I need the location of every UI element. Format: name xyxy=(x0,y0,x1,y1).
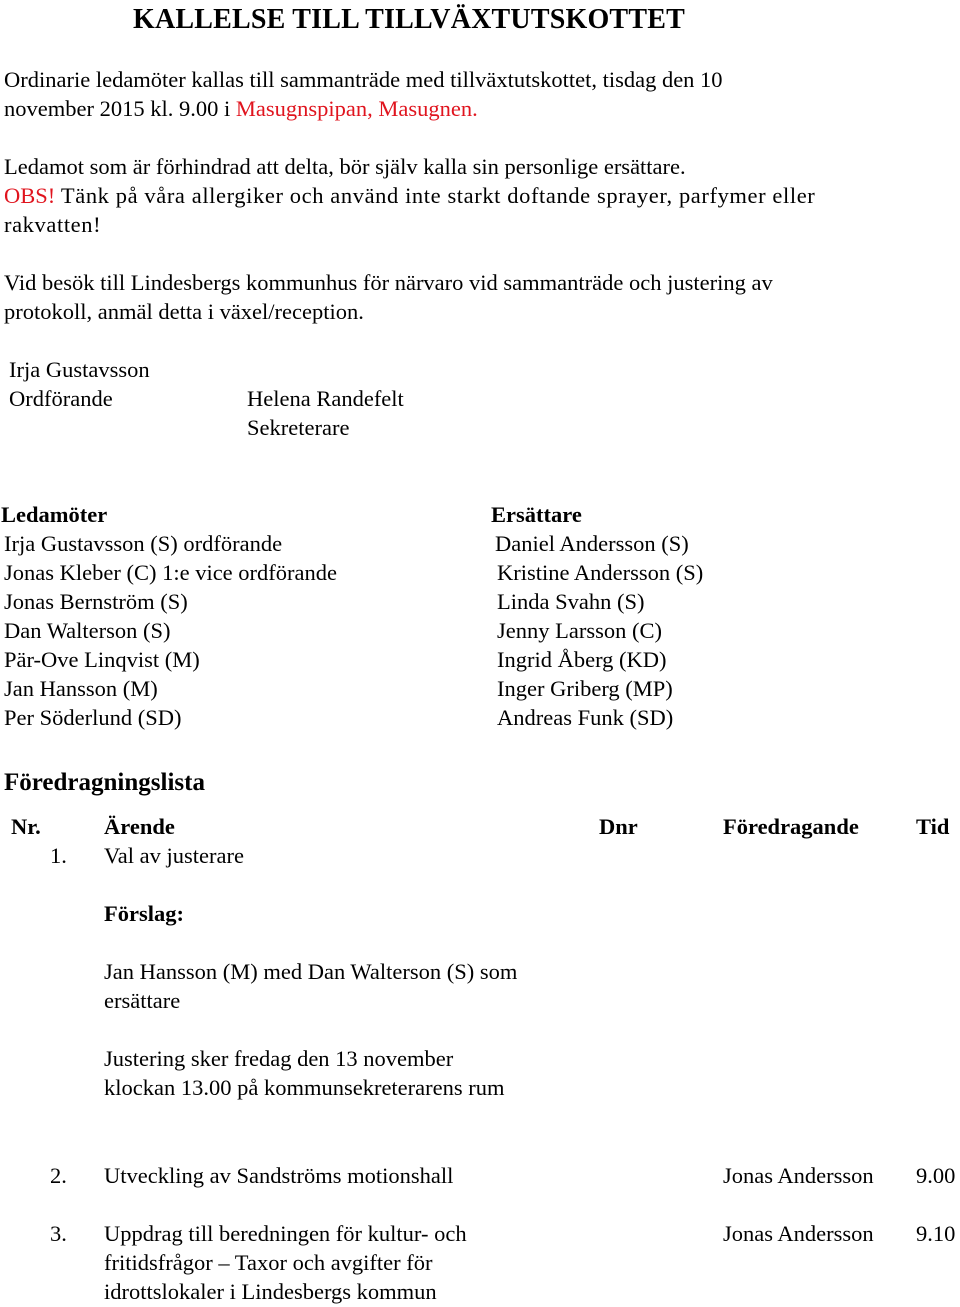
chair-role: Ordförande xyxy=(9,386,113,411)
members-header: Ledamöter xyxy=(1,502,108,527)
notice-line-2 xyxy=(4,181,815,210)
secretary-name: Helena Randefelt xyxy=(247,386,404,411)
intro-line-2 xyxy=(4,94,478,123)
member-item: Per Söderlund (SD) xyxy=(4,705,182,730)
intro-date: november 2015 kl. 9.00 i xyxy=(4,96,236,121)
proposal-line-2: ersättare xyxy=(104,988,181,1013)
allergy-notice: Tänk på våra allergiker och använd inte starkt doftande sprayer, parfymer eller xyxy=(60,183,816,208)
visit-line-2: protokoll, anmäl detta i växel/reception. xyxy=(4,299,364,324)
substitute-item: Kristine Andersson (S) xyxy=(497,560,704,585)
substitute-item: Linda Svahn (S) xyxy=(497,589,645,614)
agenda-item-2-title: Utveckling av Sandströms motionshall xyxy=(104,1163,454,1188)
agenda-item-3-title-line-2: fritidsfrågor – Taxor och avgifter för xyxy=(104,1250,433,1275)
column-dnr: Dnr xyxy=(599,814,638,839)
column-time: Tid xyxy=(916,814,950,839)
agenda-item-3-title-line-1: Uppdrag till beredningen för kultur- och xyxy=(104,1221,467,1246)
secretary-role: Sekreterare xyxy=(247,415,350,440)
member-item: Irja Gustavsson (S) ordförande xyxy=(4,531,283,556)
agenda-heading: Föredragningslista xyxy=(4,769,205,796)
adjustment-line-1: Justering sker fredag den 13 november xyxy=(104,1046,454,1071)
proposal-line-1: Jan Hansson (M) med Dan Walterson (S) som xyxy=(104,959,518,984)
member-item: Pär-Ove Linqvist (M) xyxy=(4,647,200,672)
agenda-item-2-nr: 2. xyxy=(50,1163,67,1188)
substitute-item: Jenny Larsson (C) xyxy=(497,618,662,643)
substitute-item: Andreas Funk (SD) xyxy=(497,705,674,730)
column-nr: Nr. xyxy=(11,814,41,839)
member-item: Jan Hansson (M) xyxy=(4,676,158,701)
visit-line-1: Vid besök till Lindesbergs kommunhus för närvaro vid sammanträde och justering av xyxy=(4,270,773,295)
agenda-item-2-presenter: Jonas Andersson xyxy=(723,1163,874,1188)
chair-name: Irja Gustavsson xyxy=(9,357,150,382)
proposal-label: Förslag: xyxy=(104,901,184,926)
meeting-location: Masugnspipan, Masugnen. xyxy=(235,96,478,121)
substitutes-header: Ersättare xyxy=(491,502,582,527)
member-item: Dan Walterson (S) xyxy=(4,618,171,643)
column-presenter: Föredragande xyxy=(723,814,859,839)
notice-line-1: Ledamot som är förhindrad att delta, bör själv kalla sin personlige ersättare. xyxy=(4,154,686,179)
adjustment-line-2: klockan 13.00 på kommunsekreterarens rum xyxy=(104,1075,505,1100)
substitute-item: Daniel Andersson (S) xyxy=(495,531,689,556)
member-item: Jonas Kleber (C) 1:e vice ordförande xyxy=(4,560,337,585)
substitute-item: Ingrid Åberg (KD) xyxy=(497,647,667,672)
agenda-item-1-nr: 1. xyxy=(50,843,67,868)
agenda-item-3-time: 9.10 xyxy=(916,1221,956,1246)
notice-line-3: rakvatten! xyxy=(4,212,102,237)
agenda-item-2-time: 9.00 xyxy=(916,1163,956,1188)
agenda-item-1-title: Val av justerare xyxy=(104,843,244,868)
document-title: KALLELSE TILL TILLVÄXTUTSKOTTET xyxy=(133,4,685,35)
intro-line-1: Ordinarie ledamöter kallas till sammanträde med tillväxtutskottet, tisdag den 10 xyxy=(4,67,723,92)
member-item: Jonas Bernström (S) xyxy=(4,589,188,614)
agenda-item-3-title-line-3: idrottslokaler i Lindesbergs kommun xyxy=(104,1279,437,1304)
column-item: Ärende xyxy=(104,814,175,839)
agenda-item-3-presenter: Jonas Andersson xyxy=(723,1221,874,1246)
obs-label: OBS! xyxy=(4,183,61,208)
substitute-item: Inger Griberg (MP) xyxy=(497,676,673,701)
agenda-item-3-nr: 3. xyxy=(50,1221,67,1246)
